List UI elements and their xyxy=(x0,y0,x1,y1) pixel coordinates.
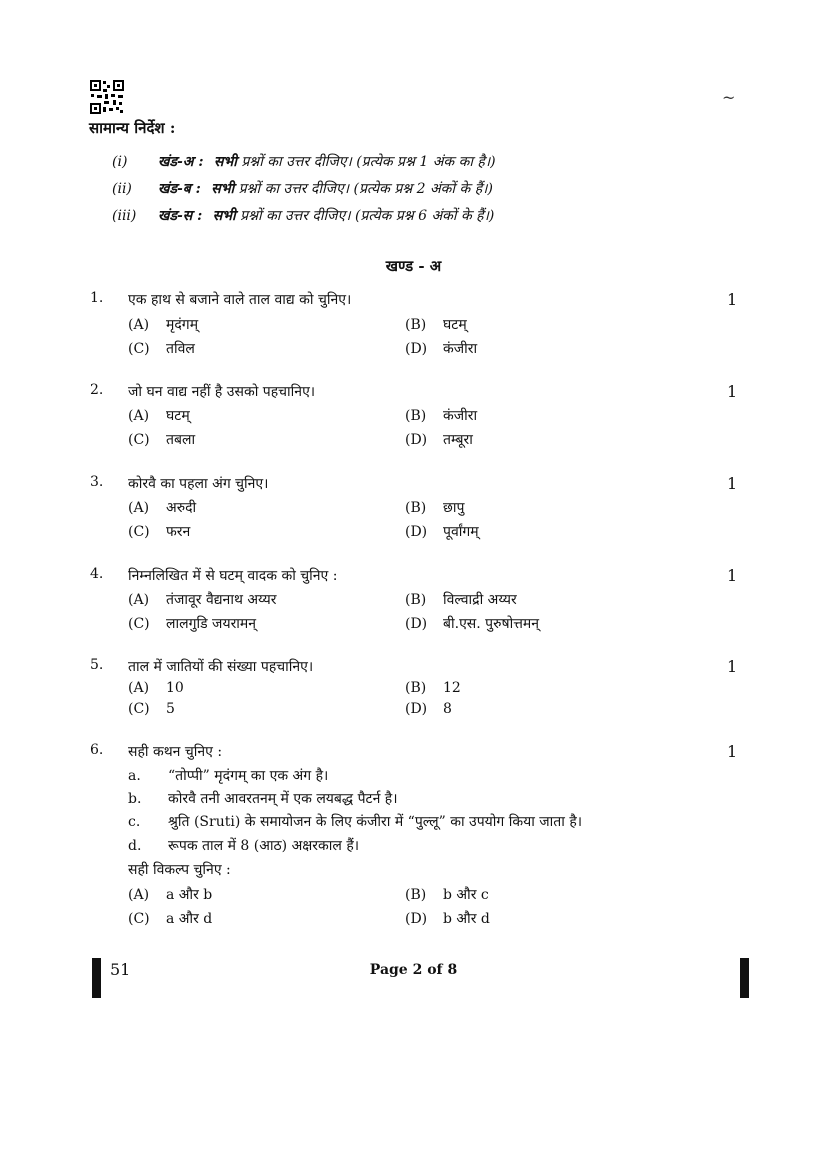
statement-a: a. “तोप्पी” मृदंगम् का एक अंग है। xyxy=(128,768,329,784)
instruction-item xyxy=(112,206,494,225)
footer-bar-right xyxy=(740,958,749,998)
instruction-text: प्रश्नों का उत्तर दीजिए। (प्रत्येक प्रश्न 1 अंक का है।) xyxy=(241,154,496,170)
instruction-all: सभी xyxy=(212,208,236,224)
question-marks: 1 xyxy=(727,474,738,493)
question-number: 1. xyxy=(90,290,104,306)
question-text: सही कथन चुनिए : xyxy=(128,744,223,760)
option-d: (D) तम्बूरा xyxy=(405,432,473,448)
option-b: (B) छापु xyxy=(405,500,465,516)
option-a: (A) 10 xyxy=(128,680,184,696)
option-c: (C) a और d xyxy=(128,911,213,927)
option-a: (A) मृदंगम् xyxy=(128,317,199,333)
choose-option-prompt: सही विकल्प चुनिए : xyxy=(128,862,231,878)
instruction-number: (iii) xyxy=(112,208,137,224)
statement-b: b. कोरवै तनी आवरतनम् में एक लयबद्ध पैटर्न है। xyxy=(128,791,398,807)
question-text: जो घन वाद्य नहीं है उसको पहचानिए। xyxy=(128,384,316,400)
instruction-section: खंड-स : xyxy=(158,208,203,224)
option-c: (C) 5 xyxy=(128,701,175,717)
question-text: निम्नलिखित में से घटम् वादक को चुनिए : xyxy=(128,568,338,584)
paper-code: 51 xyxy=(110,960,131,979)
question-marks: 1 xyxy=(727,382,738,401)
question-marks: 1 xyxy=(727,742,738,761)
question-number: 5. xyxy=(90,657,104,673)
page-number: Page 2 of 8 xyxy=(369,962,458,978)
instruction-all: सभी xyxy=(211,181,235,197)
statement-d: d. रूपक ताल में 8 (आठ) अक्षरकाल हैं। xyxy=(128,838,360,854)
corner-mark: ~ xyxy=(722,88,736,107)
option-d: (D) कंजीरा xyxy=(405,341,478,357)
option-a: (A) घटम् xyxy=(128,408,190,424)
option-a: (A) a और b xyxy=(128,887,213,903)
section-title: खण्ड - अ xyxy=(385,257,442,275)
option-a: (A) अरुदी xyxy=(128,500,197,516)
instruction-text: प्रश्नों का उत्तर दीजिए। (प्रत्येक प्रश्न 2 अंकों के हैं।) xyxy=(238,181,493,197)
option-b: (B) विल्वाद्री अय्यर xyxy=(405,592,517,608)
option-c: (C) तबला xyxy=(128,432,196,448)
question-number: 4. xyxy=(90,566,104,582)
option-c: (C) फरन xyxy=(128,524,191,540)
question-text: कोरवै का पहला अंग चुनिए। xyxy=(128,476,269,492)
question-number: 2. xyxy=(90,382,104,398)
question-marks: 1 xyxy=(727,290,738,309)
instruction-all: सभी xyxy=(213,154,237,170)
general-instructions-title: सामान्य निर्देश : xyxy=(89,119,176,137)
option-a: (A) तंजावूर वैद्यनाथ अय्यर xyxy=(128,592,277,608)
option-b: (B) कंजीरा xyxy=(405,408,478,424)
instruction-section: खंड-ब : xyxy=(158,181,201,197)
question-text: एक हाथ से बजाने वाले ताल वाद्य को चुनिए। xyxy=(128,292,352,308)
option-b: (B) घटम् xyxy=(405,317,467,333)
question-marks: 1 xyxy=(727,657,738,676)
instruction-number: (ii) xyxy=(112,181,132,197)
instruction-text: प्रश्नों का उत्तर दीजिए। (प्रत्येक प्रश्न 6 अंकों के हैं।) xyxy=(240,208,495,224)
question-number: 6. xyxy=(90,742,104,758)
option-d: (D) बी.एस. पुरुषोत्तमन् xyxy=(405,616,540,632)
option-d: (D) 8 xyxy=(405,701,452,717)
option-b: (B) b और c xyxy=(405,887,489,903)
option-b: (B) 12 xyxy=(405,680,461,696)
question-number: 3. xyxy=(90,474,104,490)
instruction-section: खंड-अ : xyxy=(158,154,204,170)
option-d: (D) b और d xyxy=(405,911,490,927)
instruction-item xyxy=(112,152,496,171)
instruction-item xyxy=(112,179,493,198)
option-c: (C) लालगुडि जयरामन् xyxy=(128,616,257,632)
question-text: ताल में जातियों की संख्या पहचानिए। xyxy=(128,659,314,675)
option-c: (C) तविल xyxy=(128,341,195,357)
qr-code xyxy=(90,80,124,114)
option-d: (D) पूर्वांगम् xyxy=(405,524,479,540)
instruction-number: (i) xyxy=(112,154,128,170)
question-marks: 1 xyxy=(727,566,738,585)
statement-c: c. श्रुति (Sruti) के समायोजन के लिए कंजीरा में “पुल्लू” का उपयोग किया जाता है। xyxy=(128,814,583,830)
